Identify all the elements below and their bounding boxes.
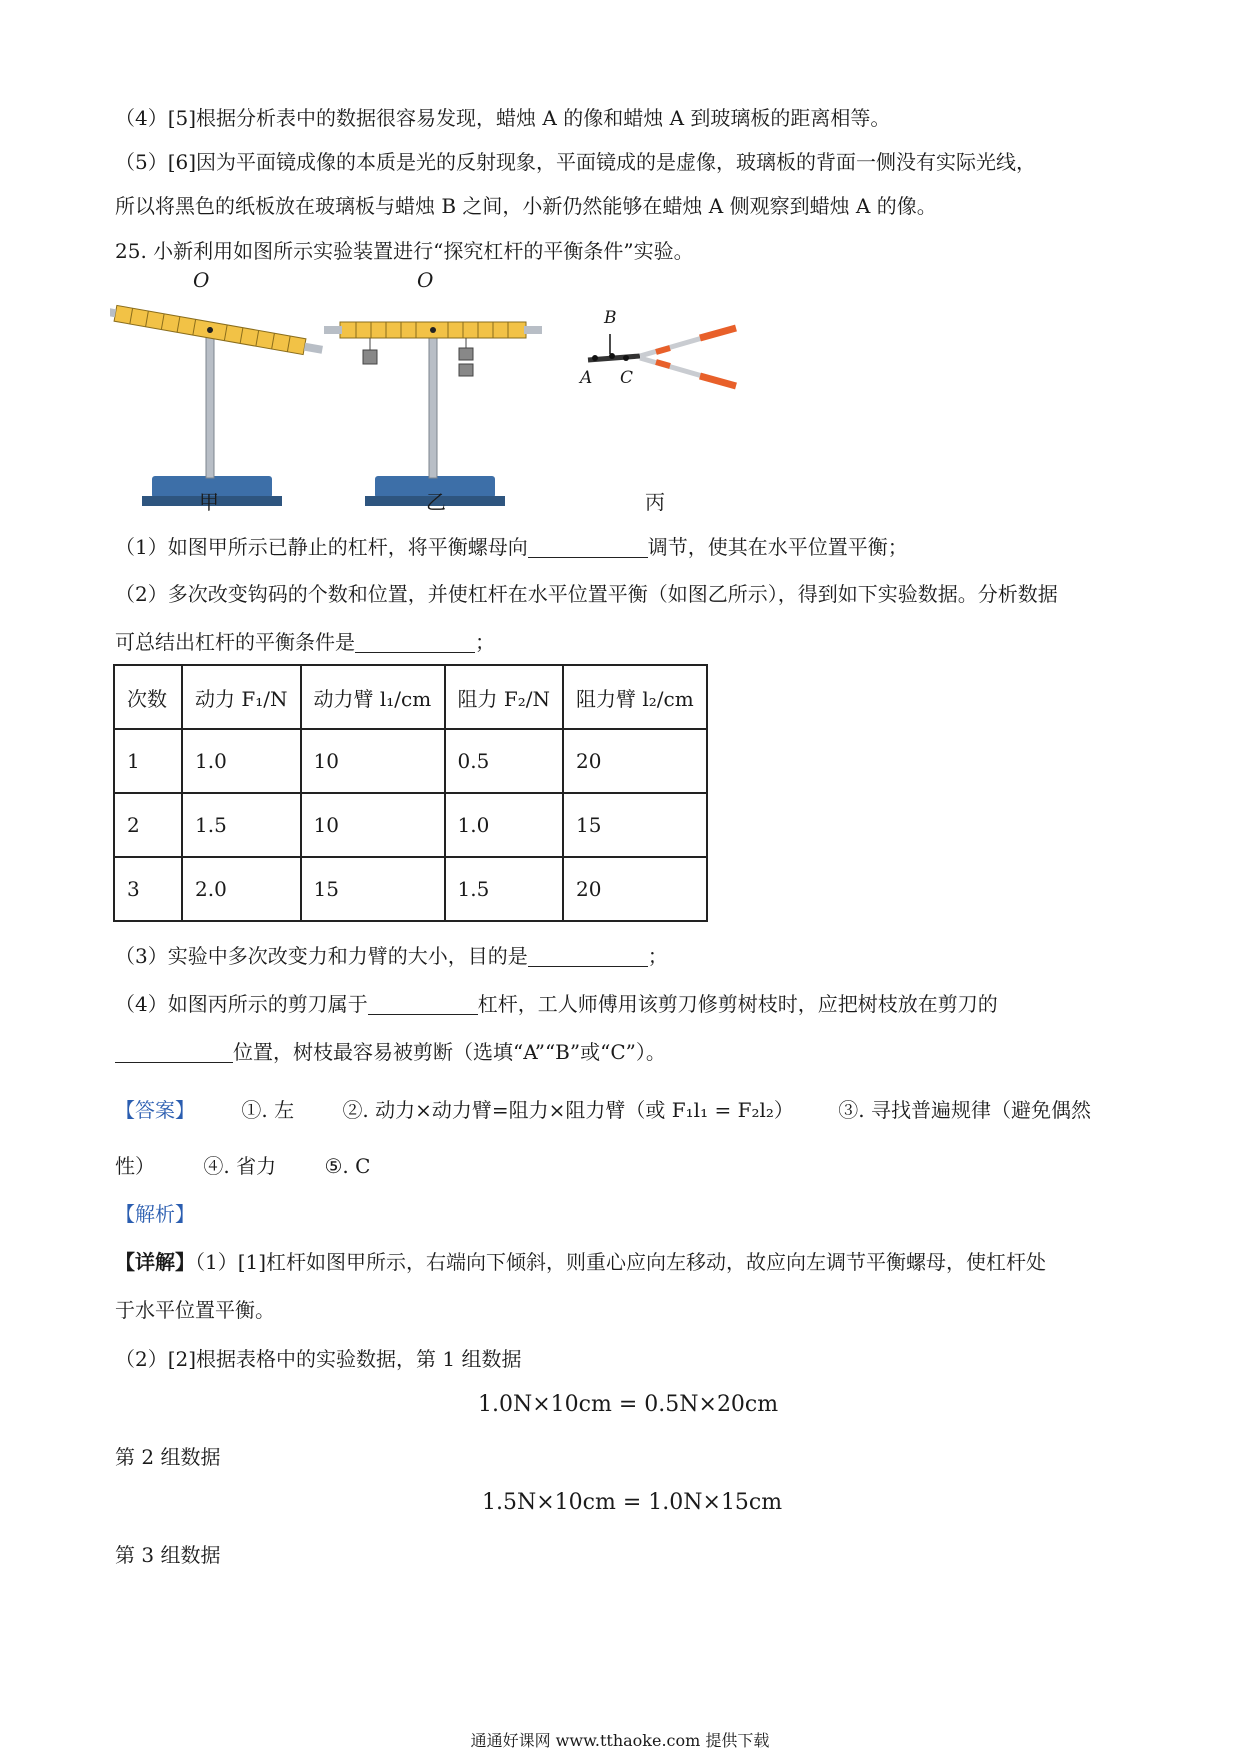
table-header-row	[114, 665, 707, 729]
answer-tag: 【答案】	[115, 1098, 195, 1122]
paragraph-line: （5）[6]因为平面镜成像的本质是光的反射现象，平面镜成的是虚像，玻璃板的背面一侧没有实际光线，	[115, 150, 1037, 174]
pivot-label-jia: O	[193, 268, 210, 292]
page-footer: 通通好课网 www.tthaoke.com 提供下载	[470, 1731, 770, 1750]
table-cell: 1.0	[445, 793, 564, 857]
question-2-line-1: （2）多次改变钩码的个数和位置，并使杠杆在水平位置平衡（如图乙所示），得到如下实验数据。分析数据	[115, 582, 1058, 606]
lever-jia	[110, 302, 324, 506]
answer-item-4: ④. 省力	[203, 1154, 277, 1178]
equation-1: 1.0N×10cm = 0.5N×20cm	[478, 1392, 779, 1417]
figure-label-bing: 丙	[645, 490, 665, 514]
question-4-line-2: 位置，树枝最容易被剪断（选填“A”“B”或“C”）。	[115, 1038, 666, 1066]
table-cell: 3	[114, 857, 182, 921]
answer-item-5: ⑤. C	[324, 1154, 371, 1178]
table-cell: 2	[114, 793, 182, 857]
table-cell: 10	[301, 729, 445, 793]
data-table	[113, 664, 708, 922]
point-label-b: B	[604, 308, 617, 328]
paragraph-line: 所以将黑色的纸板放在玻璃板与蜡烛 B 之间，小新仍然能够在蜡烛 A 侧观察到蜡烛 A 的像。	[115, 194, 937, 218]
question-3: （3）实验中多次改变力和力臂的大小，目的是 ；	[115, 944, 668, 968]
question-2-line-2: 可总结出杠杆的平衡条件是 ；	[115, 630, 495, 654]
pivot-label-yi: O	[417, 268, 434, 292]
lever-yi	[324, 322, 542, 506]
equation-2: 1.5N×10cm = 1.0N×15cm	[482, 1490, 783, 1515]
question-1: （1）如图甲所示已静止的杠杆，将平衡螺母向 调节，使其在水平位置平衡；	[115, 535, 908, 559]
table-header-cell: 阻力臂 l₂/cm	[563, 665, 707, 729]
figure-label-jia: 甲	[199, 490, 219, 514]
table-row	[114, 857, 707, 921]
answer-item-3-cont: 性）	[115, 1154, 155, 1178]
table-cell: 20	[563, 729, 707, 793]
answer-blank-5[interactable]	[115, 1040, 233, 1063]
table-row	[114, 729, 707, 793]
table-cell: 2.0	[182, 857, 301, 921]
figure-label-yi: 乙	[426, 490, 446, 514]
lever-figure	[110, 268, 830, 516]
answer-blank-1[interactable]	[528, 535, 648, 558]
shears-bing	[588, 328, 736, 386]
group-2-label: 第 2 组数据	[115, 1445, 221, 1469]
answer-item-3: ③. 寻找普遍规律（避免偶然	[838, 1098, 1091, 1122]
table-cell: 15	[301, 857, 445, 921]
table-header-cell: 动力 F₁/N	[182, 665, 301, 729]
answer-line-2	[115, 1152, 370, 1180]
detail-line-1: 【详解】（1）[1]杠杆如图甲所示，右端向下倾斜，则重心应向左移动，故应向左调节平衡螺母，使杠杆处	[115, 1250, 1047, 1274]
table-cell: 15	[563, 793, 707, 857]
point-label-a: A	[580, 368, 593, 388]
group-3-label: 第 3 组数据	[115, 1543, 221, 1567]
detail-tag: 【详解】	[115, 1250, 195, 1274]
detail-line-3: （2）[2]根据表格中的实验数据，第 1 组数据	[115, 1347, 522, 1371]
point-label-c: C	[620, 368, 634, 388]
answer-line-1	[115, 1096, 1091, 1124]
paragraph-line: （4）[5]根据分析表中的数据很容易发现，蜡烛 A 的像和蜡烛 A 到玻璃板的距离相等。	[115, 106, 891, 130]
table-cell: 1.0	[182, 729, 301, 793]
answer-item-1: ①. 左	[241, 1098, 295, 1122]
answer-blank-2[interactable]	[355, 630, 475, 653]
table-cell: 1	[114, 729, 182, 793]
lever-illustration	[110, 296, 830, 516]
table-header-cell: 阻力 F₂/N	[445, 665, 564, 729]
answer-item-2: ②. 动力×动力臂=阻力×阻力臂（或 F₁l₁ = F₂l₂）	[342, 1098, 794, 1122]
table-header-cell: 次数	[114, 665, 182, 729]
table-cell: 0.5	[445, 729, 564, 793]
answer-blank-3[interactable]	[528, 944, 648, 967]
table-cell: 1.5	[445, 857, 564, 921]
detail-line-2: 于水平位置平衡。	[115, 1298, 275, 1322]
table-cell: 20	[563, 857, 707, 921]
table-header-cell: 动力臂 l₁/cm	[301, 665, 445, 729]
answer-blank-4[interactable]	[368, 992, 478, 1015]
question-title: 25. 小新利用如图所示实验装置进行“探究杠杆的平衡条件”实验。	[115, 239, 694, 263]
table-cell: 10	[301, 793, 445, 857]
analysis-tag-line	[115, 1200, 195, 1228]
question-4-line-1: （4）如图丙所示的剪刀属于 杠杆，工人师傅用该剪刀修剪树枝时，应把树枝放在剪刀的	[115, 992, 998, 1016]
table-row	[114, 793, 707, 857]
table-cell: 1.5	[182, 793, 301, 857]
analysis-tag: 【解析】	[115, 1202, 195, 1226]
